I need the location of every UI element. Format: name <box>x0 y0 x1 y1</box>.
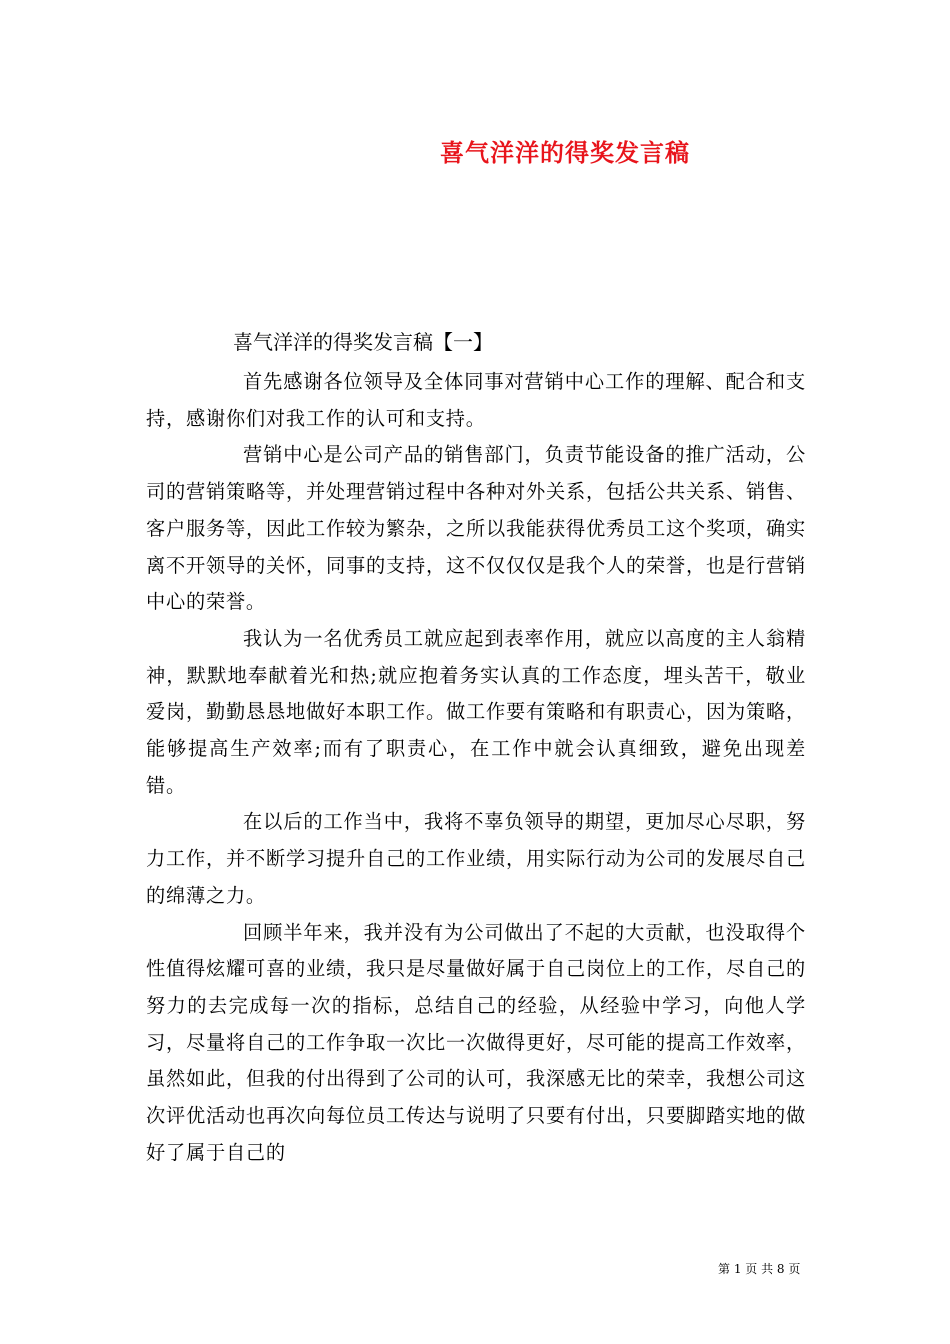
paragraph: 在以后的工作当中，我将不辜负领导的期望，更加尽心尽职，努力工作，并不断学习提升自己的工作业绩，用实际行动为公司的发展尽自己的绵薄之力。 <box>146 810 806 907</box>
section-heading: 喜气洋洋的得奖发言稿【一】 <box>233 330 493 354</box>
paragraph: 我认为一名优秀员工就应起到表率作用，就应以高度的主人翁精神，默默地奉献着光和热;就应抱着务实认真的工作态度，埋头苦干，敬业爱岗，勤勤恳恳地做好本职工作。做工作要有策略和有职责心，因为策略，能够提高生产效率;而有了职责心，在工作中就会认真细致，避免出现差错。 <box>146 626 806 797</box>
page-number-footer: 第 1 页 共 8 页 <box>718 1262 801 1276</box>
body-text <box>146 364 806 1171</box>
paragraph: 营销中心是公司产品的销售部门，负责节能设备的推广活动，公司的营销策略等，并处理营销过程中各种对外关系，包括公共关系、销售、客户服务等，因此工作较为繁杂，之所以我能获得优秀员工这个奖项，确实离不开领导的关怀，同事的支持，这不仅仅仅是我个人的荣誉，也是行营销中心的荣誉。 <box>146 443 806 614</box>
paragraph: 回顾半年来，我并没有为公司做出了不起的大贡献，也没取得个性值得炫耀可喜的业绩，我只是尽量做好属于自己岗位上的工作，尽自己的努力的去完成每一次的指标，总结自己的经验，从经验中学习，向他人学习，尽量将自己的工作争取一次比一次做得更好，尽可能的提高工作效率，虽然如此，但我的付出得到了公司的认可，我深感无比的荣幸，我想公司这次评优活动也再次向每位员工传达与说明了只要有付出，只要脚踏实地的做好了属于自己的 <box>146 920 806 1164</box>
paragraph: 首先感谢各位领导及全体同事对营销中心工作的理解、配合和支持，感谢你们对我工作的认可和支持。 <box>146 370 806 430</box>
document-title: 喜气洋洋的得奖发言稿 <box>440 138 690 167</box>
